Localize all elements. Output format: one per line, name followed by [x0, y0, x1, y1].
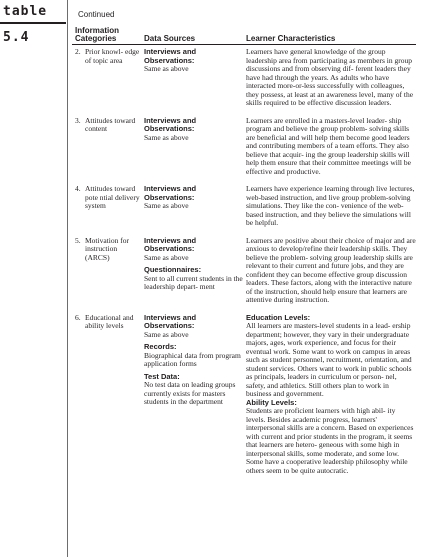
learner-characteristics-cell	[246, 185, 416, 228]
characteristic-text: Learners have experience learning through live lectures, web-based instruction, and live group problem-solving simulations. They like the con- venience of the web-based instruction, and they believe the simulations will be helpful.	[246, 184, 415, 227]
header-information-categories: Information Categories	[75, 26, 119, 43]
category-number: 3.	[75, 115, 81, 125]
learner-characteristics-cell	[246, 237, 416, 305]
source-text: Same as above	[144, 329, 189, 339]
characteristic-text: Learners are positive about their choice of major and are anxious to develop/refine their leadership skills. They believe the problem- solving group leadership skills are relevant to their current and future jobs, and they are confident they can become effective group discussion leaders. These factors, along with the interactive nature of the instruction, should help ensure that learners are attentive during instruction.	[246, 235, 416, 304]
data-source-cell	[142, 117, 246, 177]
table-label-word: table	[3, 4, 48, 19]
source-text: Same as above	[144, 132, 189, 142]
learner-analysis-table	[72, 27, 416, 475]
source-heading: Interviews and Observations:	[144, 184, 197, 202]
learner-characteristics-cell	[246, 314, 416, 476]
category-cell	[72, 185, 142, 228]
category-cell	[72, 314, 142, 476]
data-source-cell	[142, 314, 246, 476]
source-heading: Interviews and Observations:	[144, 235, 197, 253]
source-text: Biographical data from program application forms	[144, 350, 241, 368]
table-row	[72, 117, 416, 177]
source-heading: Questionnaires:	[144, 265, 202, 274]
category-number: 2.	[75, 47, 81, 56]
source-text: Sent to all current students in the leadership depart- ment	[144, 273, 243, 291]
characteristic-text: Students are proficient learners with high abil- ity levels. Besides academic progress, learners' interpersonal skills are a concern. Based on experiences with current and prior students in the program, it seems that learners are hetero- geneous with some high in interpersonal skills, some moderate, and some low. Some have a cooperative leadership philosophy while others seem to be quite autocratic.	[246, 406, 414, 475]
header-data-sources: Data Sources	[144, 34, 196, 43]
category-cell	[72, 48, 142, 108]
learner-characteristics-cell	[246, 48, 416, 108]
margin-divider	[67, 0, 68, 557]
source-heading: Interviews and Observations:	[144, 47, 197, 65]
characteristic-subheading: Education Levels:	[246, 312, 311, 322]
characteristic-text: Learners are enrolled in a masters-level leader- ship program and believe the group problem- solving skills are beneficial and will help them become good leaders and contributing members of a team efforts. They also believe that acquir- ing the group leadership skills will help them ensure that their committee meetings will be effective and productive.	[246, 115, 411, 176]
source-text: No test data on leading groups currently exists for masters students in the department	[144, 380, 236, 406]
category-cell	[72, 117, 142, 177]
category-number: 4.	[75, 184, 81, 193]
table-row	[72, 48, 416, 108]
source-heading: Records:	[144, 342, 177, 351]
category-text: Prior knowl- edge of topic area	[85, 47, 140, 65]
characteristic-text: Learners have general knowledge of the group leadership area from participating as members in group discussions and from observing dif- ferent leaders they have had through the years. As adults who have interacted more-or-less successfully with colleagues, they possess, at least at an awareness level, many of the skills required to be effective discussion leaders.	[246, 47, 414, 107]
source-heading: Interviews and Observations:	[144, 115, 197, 133]
category-text: Attitudes toward content	[85, 115, 136, 133]
category-text: Attitudes toward pote ntial delivery system	[85, 184, 140, 210]
table-label-rule	[0, 22, 66, 24]
table-number: 5.4	[3, 30, 30, 45]
source-text: Same as above	[144, 64, 189, 73]
category-cell	[72, 237, 142, 305]
continued-label: Continued	[78, 10, 115, 19]
table-label	[0, 4, 66, 46]
header-learner-characteristics: Learner Characteristics	[246, 34, 336, 43]
table-row	[72, 185, 416, 228]
source-heading: Test Data:	[144, 371, 180, 381]
table-header	[72, 27, 416, 45]
learner-characteristics-cell	[246, 117, 416, 177]
table-row	[72, 237, 416, 305]
source-text: Same as above	[144, 201, 189, 210]
data-source-cell	[142, 185, 246, 228]
source-text: Same as above	[144, 252, 189, 262]
data-source-cell	[142, 237, 246, 305]
data-source-cell	[142, 48, 246, 108]
table-row	[72, 314, 416, 476]
table-body	[72, 45, 416, 475]
category-number: 5.	[75, 235, 81, 245]
characteristic-subheading: Ability Levels:	[246, 397, 297, 407]
category-number: 6.	[75, 312, 81, 322]
category-text: Educational and ability levels	[85, 312, 134, 330]
source-heading: Interviews and Observations:	[144, 312, 197, 330]
characteristic-text: All learners are masters-level students in a lead- ership department; however, they vary in their undergraduate majors, ages, work experience, and focus for their eventual work. Some want to work on campus in areas such as student personnel, recruitment, orientation, and student services. Others want to work in public schools as principals, leaders in curriculum or person- nel, safety, and athletics. Still others plan to work in business and government.	[246, 321, 412, 398]
category-text: Motivation for instruction (ARCS)	[85, 235, 129, 262]
